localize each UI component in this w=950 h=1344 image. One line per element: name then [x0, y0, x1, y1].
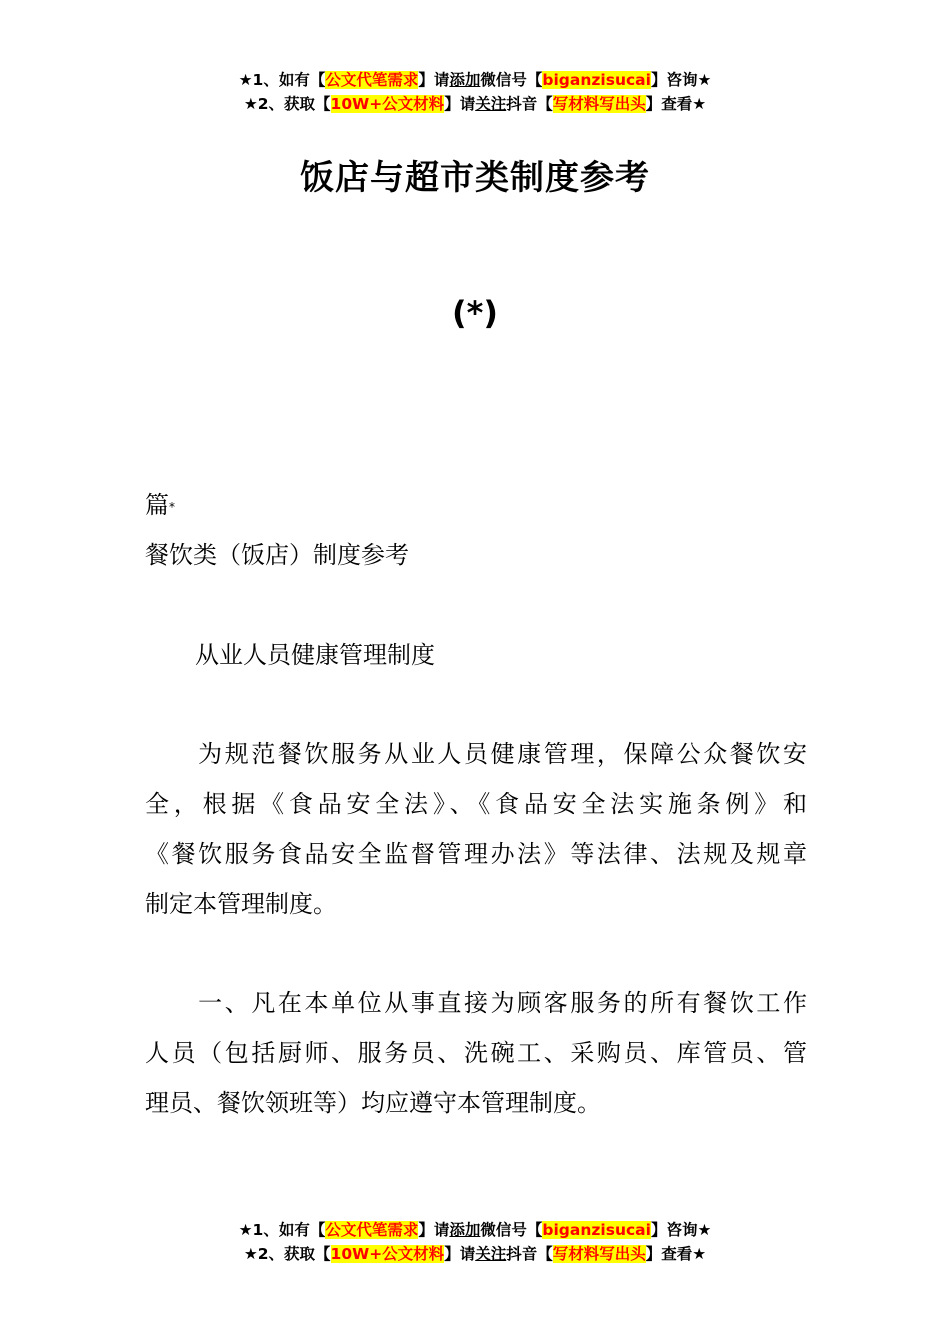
banner-text: 】咨询★: [650, 1221, 712, 1239]
banner-text: 微信号【: [480, 71, 543, 89]
banner-underline: 添加: [449, 1221, 481, 1239]
banner-highlight: 写材料写出头: [552, 95, 646, 113]
chapter-label: [145, 480, 175, 530]
banner-line-1: [0, 1218, 950, 1242]
banner-underline: 添加: [449, 71, 481, 89]
banner-highlight: 10W+公文材料: [330, 1245, 445, 1263]
section-title: 餐饮类（饭店）制度参考: [145, 541, 409, 569]
paragraph-line: 理员、餐饮领班等）均应遵守本管理制度。: [145, 1089, 601, 1117]
banner-text: 抖音【: [506, 95, 553, 113]
banner-text: ★2、获取【: [243, 95, 331, 113]
paragraph-line: 全，根据《食品安全法》、《食品安全法实施条例》和: [145, 790, 807, 818]
banner-highlight: 公文代笔需求: [325, 71, 419, 89]
paragraph-line: 人员（包括厨师、服务员、洗碗工、采购员、库管员、管: [145, 1039, 807, 1067]
banner-text: 】请: [444, 1245, 476, 1263]
banner-text: 】咨询★: [650, 71, 712, 89]
banner-text: 】查看★: [645, 95, 707, 113]
paragraph-line: 《餐饮服务食品安全监督管理办法》等法律、法规及规章: [145, 840, 807, 868]
banner-underline: 关注: [475, 1245, 507, 1263]
banner-line-1: [0, 68, 950, 92]
banner-highlight: 写材料写出头: [552, 1245, 646, 1263]
banner-highlight: 10W+公文材料: [330, 95, 445, 113]
banner-highlight: biganzisucai: [542, 1221, 651, 1239]
banner-text: ★1、如有【: [238, 71, 326, 89]
banner-text: 微信号【: [480, 1221, 543, 1239]
banner-line-2: [0, 92, 950, 116]
banner-line-2: [0, 1242, 950, 1266]
document-subtitle: (*): [452, 294, 498, 332]
banner-text: 抖音【: [506, 1245, 553, 1263]
chapter-mark: *: [169, 500, 175, 514]
banner-text: 】查看★: [645, 1245, 707, 1263]
document-title: 饭店与超市类制度参考: [300, 158, 650, 198]
banner-text: ★1、如有【: [238, 1221, 326, 1239]
banner-text: 】请: [444, 95, 476, 113]
banner-underline: 关注: [475, 95, 507, 113]
banner-highlight: 公文代笔需求: [325, 1221, 419, 1239]
paragraph-line: 一、凡在本单位从事直接为顾客服务的所有餐饮工作: [145, 989, 807, 1017]
paragraph-line: 制定本管理制度。: [145, 890, 337, 918]
header-banner: [0, 68, 950, 116]
banner-text: 】请: [418, 71, 450, 89]
footer-banner: [0, 1218, 950, 1266]
paragraph-2: [145, 978, 807, 1128]
paragraph-1: [145, 729, 807, 929]
banner-highlight: biganzisucai: [542, 71, 651, 89]
chapter-text: 篇: [145, 491, 169, 519]
section-heading: [145, 630, 435, 680]
banner-text: 】请: [418, 1221, 450, 1239]
heading-text: 从业人员健康管理制度: [195, 641, 435, 669]
paragraph-line: 为规范餐饮服务从业人员健康管理，保障公众餐饮安: [145, 740, 807, 768]
banner-text: ★2、获取【: [243, 1245, 331, 1263]
